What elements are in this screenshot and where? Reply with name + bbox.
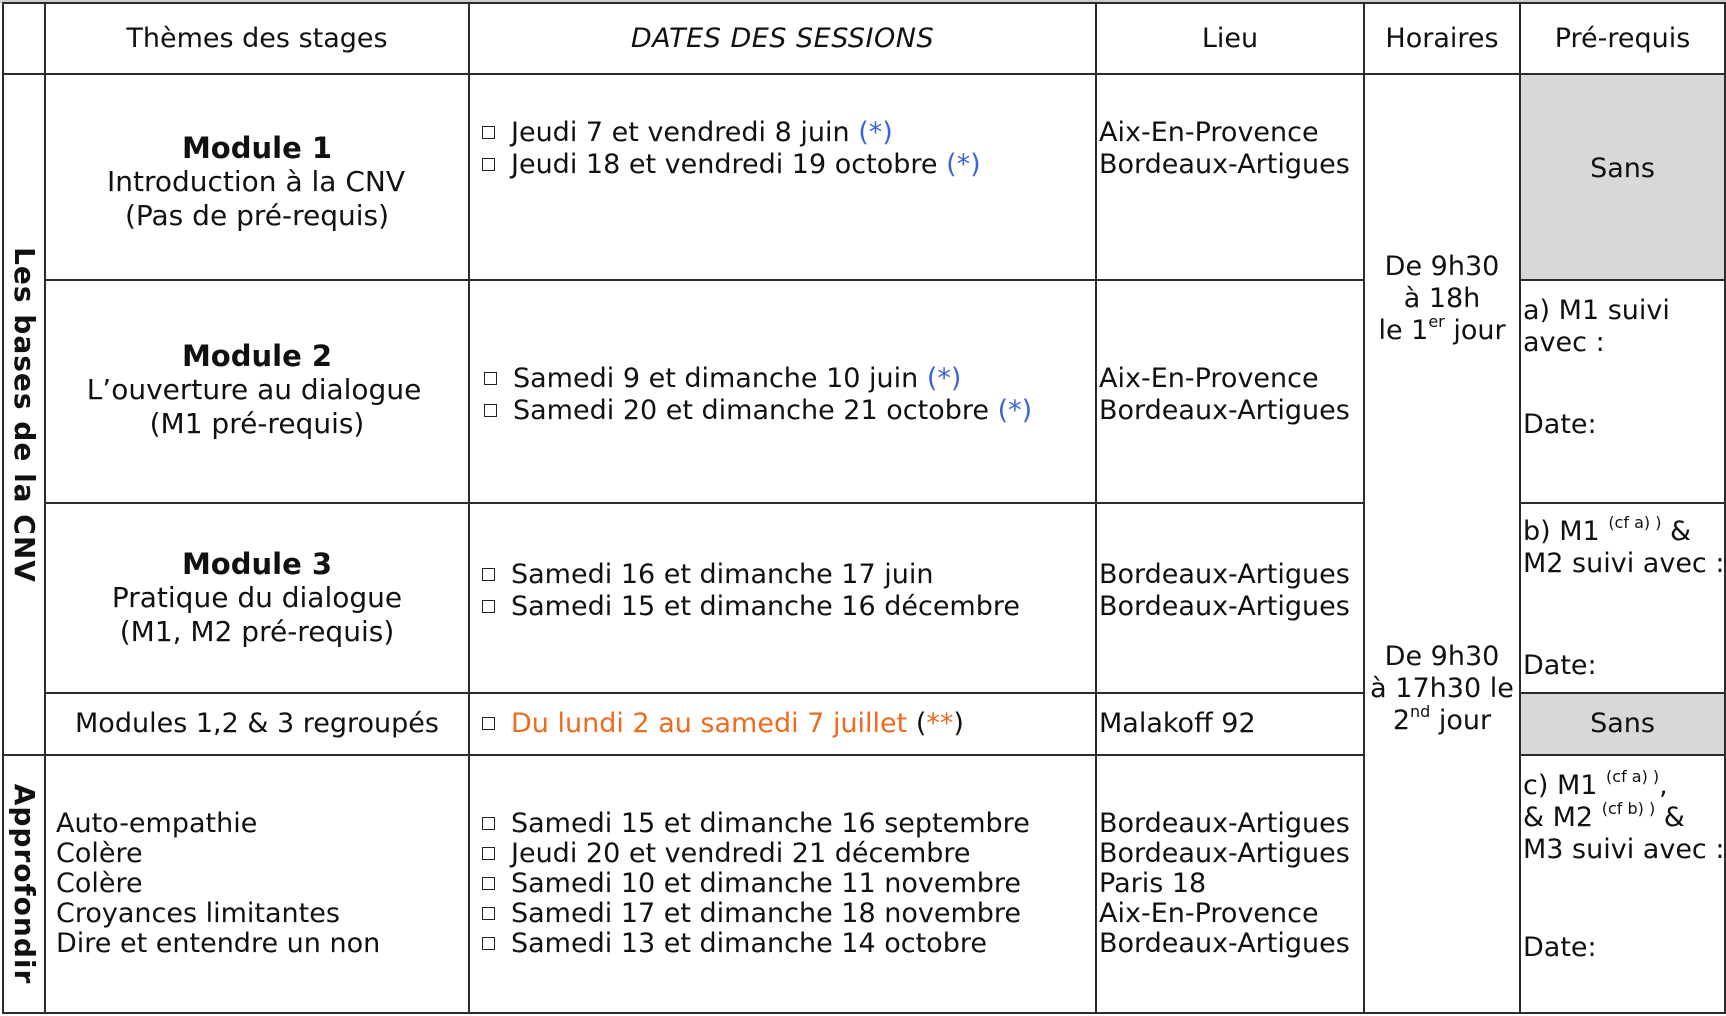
header-themes: Thèmes des stages: [45, 3, 469, 74]
lieu-value: Malakoff 92: [1099, 708, 1256, 739]
table-row-module-1: [3, 74, 1725, 280]
lieu-value: Bordeaux-Artigues: [1099, 838, 1350, 869]
date-line: Samedi 17 et dimanche 18 novembre: [482, 899, 1095, 929]
schedule-table: [2, 2, 1726, 1014]
header-prerequis: Pré-requis: [1520, 3, 1725, 74]
dates-cell-grouped: [469, 693, 1096, 755]
checkbox-icon[interactable]: [482, 717, 495, 730]
module-2-note: (M1 pré-requis): [149, 407, 365, 440]
checkbox-icon[interactable]: [482, 937, 495, 950]
module-3-note: (M1, M2 pré-requis): [119, 614, 395, 648]
prerequis-m2: a) M1 suivi avec : Date:: [1520, 280, 1725, 503]
prerequis-m3: b) M1 $^{(cf a) )}$ & M2 suivi avec : Date:: [1520, 503, 1725, 693]
checkbox-icon[interactable]: [482, 817, 495, 830]
list-item: Colère: [56, 838, 143, 869]
module-1-title: Module 1: [181, 130, 333, 165]
date-line: Jeudi 7 et vendredi 8 juin (*): [482, 117, 1095, 149]
lieu-value: Aix-En-Provence: [1099, 898, 1319, 929]
date-line: Jeudi 20 et vendredi 21 décembre: [482, 839, 1095, 869]
asterisk-note: (*): [926, 362, 962, 394]
module-3-title: Module 3: [181, 546, 333, 581]
header-lieu: Lieu: [1096, 3, 1364, 74]
date-line: Samedi 15 et dimanche 16 décembre: [482, 591, 1095, 623]
horaires-block-1: De 9h30 à 18h le 1er jour: [1378, 251, 1506, 346]
checkbox-icon[interactable]: [482, 877, 495, 890]
prerequis-grouped: Sans: [1520, 693, 1725, 755]
asterisk-note: (*): [946, 149, 981, 180]
dates-cell-module-3: [469, 503, 1096, 693]
date-line: Du lundi 2 au samedi 7 juillet (**): [482, 708, 1095, 740]
theme-cell-module-1: [45, 74, 469, 280]
lieu-value: Bordeaux-Artigues: [1099, 591, 1350, 622]
grouped-title: Modules 1,2 & 3 regroupés: [45, 693, 469, 755]
lieu-value: Bordeaux-Artigues: [1099, 808, 1350, 839]
module-3-subtitle: Pratique du dialogue: [111, 580, 403, 614]
date-field[interactable]: Date:: [1523, 932, 1597, 963]
date-field[interactable]: Date:: [1523, 409, 1597, 440]
lieu-cell-module-1: [1096, 74, 1364, 280]
header-dates: DATES DES SESSIONS: [469, 3, 1096, 74]
date-line: Jeudi 18 et vendredi 19 octobre (*): [482, 149, 1095, 181]
date-line: Samedi 9 et dimanche 10 juin (*): [484, 363, 1095, 395]
prerequis-m1: Sans: [1520, 74, 1725, 280]
side-label-approfondir: Approfondir: [8, 783, 41, 985]
horaires-cell: [1364, 74, 1520, 1013]
header-horaires: Horaires: [1364, 3, 1520, 74]
side-label-bases: Les bases de la CNV: [8, 246, 41, 583]
horaires-block-2: De 9h30 à 17h30 le 2nd jour: [1370, 641, 1514, 736]
lieu-value: Paris 18: [1099, 868, 1207, 899]
lieu-value: Bordeaux-Artigues: [1099, 928, 1350, 959]
module-1-note: (Pas de pré-requis): [124, 198, 389, 232]
theme-cell-module-2: [45, 280, 469, 503]
lieu-value: Bordeaux-Artigues: [1099, 149, 1350, 180]
approfondir-themes: [45, 755, 469, 1013]
date-line: Samedi 10 et dimanche 11 novembre: [482, 869, 1095, 899]
checkbox-icon[interactable]: [482, 847, 495, 860]
checkbox-icon[interactable]: [482, 126, 495, 139]
date-line: Samedi 16 et dimanche 17 juin: [482, 559, 1095, 591]
checkbox-icon[interactable]: [484, 372, 497, 385]
module-2-title: Module 2: [181, 339, 333, 373]
lieu-cell-grouped: [1096, 693, 1364, 755]
checkbox-icon[interactable]: [482, 158, 495, 171]
checkbox-icon[interactable]: [482, 568, 495, 581]
checkbox-icon[interactable]: [484, 404, 497, 417]
theme-cell-module-3: [45, 503, 469, 693]
list-item: Auto-empathie: [56, 808, 258, 839]
date-line: Samedi 15 et dimanche 16 septembre: [482, 809, 1095, 839]
lieu-value: Bordeaux-Artigues: [1099, 559, 1350, 590]
date-field[interactable]: Date:: [1523, 650, 1597, 681]
date-line: Samedi 20 et dimanche 21 octobre (*): [484, 395, 1095, 427]
dates-cell-module-1: [469, 74, 1096, 280]
date-line: Samedi 13 et dimanche 14 octobre: [482, 929, 1095, 959]
prerequis-approfondir: c) M1 $^{(cf a) )}$, & M2 $^{(cf b) )}$ & M3 suivi avec : Date:: [1520, 755, 1725, 1013]
asterisk-note: (*): [997, 394, 1033, 426]
module-1-subtitle: Introduction à la CNV: [106, 164, 405, 198]
list-item: Dire et entendre un non: [56, 928, 381, 959]
module-2-subtitle: L’ouverture au dialogue: [86, 373, 422, 406]
checkbox-icon[interactable]: [482, 907, 495, 920]
header-row: [3, 3, 1725, 74]
lieu-value: Bordeaux-Artigues: [1099, 394, 1350, 426]
side-label-cell-bases: [3, 74, 45, 755]
lieu-value: Aix-En-Provence: [1099, 362, 1319, 394]
approfondir-lieux: [1096, 755, 1364, 1013]
list-item: Croyances limitantes: [56, 898, 340, 929]
lieu-cell-module-3: [1096, 503, 1364, 693]
asterisk-note: (*): [858, 117, 893, 148]
checkbox-icon[interactable]: [482, 600, 495, 613]
list-item: Colère: [56, 868, 143, 899]
header-corner: [3, 3, 45, 74]
approfondir-dates: [469, 755, 1096, 1013]
dates-cell-module-2: [469, 280, 1096, 503]
lieu-value: Aix-En-Provence: [1099, 117, 1319, 148]
side-label-cell-approfondir: [3, 755, 45, 1013]
lieu-cell-module-2: [1096, 280, 1364, 503]
